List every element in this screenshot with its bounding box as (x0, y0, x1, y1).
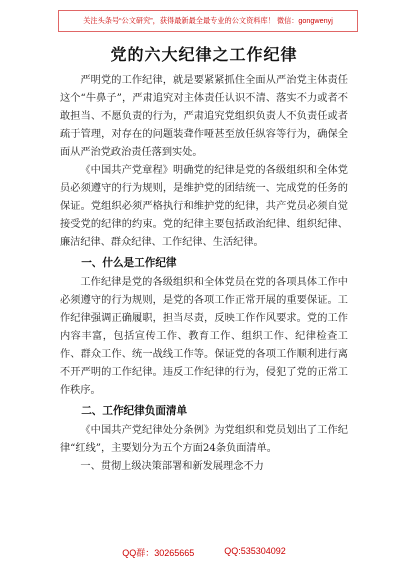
document-title: 党的六大纪律之工作纪律 (110, 45, 298, 64)
footer (0, 546, 408, 559)
footer-qq: QQ:535304092 (224, 546, 286, 556)
section-heading-what-is: 一、什么是工作纪律 (81, 257, 177, 269)
regulations-paragraph: 《中国共产党纪律处分条例》为党组织和党员划出了工作纪律“红线”，主要划分为五个方面24条负面清单。 (60, 425, 348, 454)
definition-paragraph: 工作纪律是党的各级组织和全体党员在党的各项具体工作中必须遵守的行为规则，是党的各项工作正常开展的重要保证。工作纪律强调正确履职，担当尽责，反映工作作风要求。党的工作内容丰富，包括宣传工作、教育工作、组织工作、纪律检查工作、群众工作、统一战线工作等。保证党的各项工作顺利进行离不开严明的工作纪律。违反工作纪律的行为，侵犯了党的正常工作秩序。 (60, 277, 348, 396)
intro-paragraph: 严明党的工作纪律，就是要紧紧抓住全面从严治党主体责任这个“牛鼻子”，严肃追究对主体责任认识不清、落实不力或者不敢担当、不愿负责的行为，严肃追究党组织负责人不负责任或者疏于管理，对存在的问题装聋作哑甚至放任纵容等行为，确保全面从严治党政治责任落到实处。 (60, 75, 348, 158)
promo-banner-text: 关注头条号“公文研究”，获得最新最全最专业的公文资料库！ 微信：gongwenyj (83, 16, 333, 25)
promo-banner (58, 10, 358, 32)
list-item-1: 一、贯彻上级决策部署和新发展理念不力 (80, 461, 264, 472)
document-body (60, 72, 348, 476)
section-heading-negative-list: 二、工作纪律负面清单 (81, 405, 188, 417)
party-constitution-paragraph: 《中国共产党章程》明确党的纪律是党的各级组织和全体党员必须遵守的行为规则，是维护党的团结统一、完成党的任务的保证。党组织必须严格执行和维护党的纪律，共产党员必须自觉接受党的纪律的约束。党的纪律主要包括政治纪律、组织纪律、廉洁纪律、群众纪律、工作纪律、生活纪律。 (60, 165, 348, 248)
footer-qq-group: QQ群：30265665 (122, 548, 195, 558)
